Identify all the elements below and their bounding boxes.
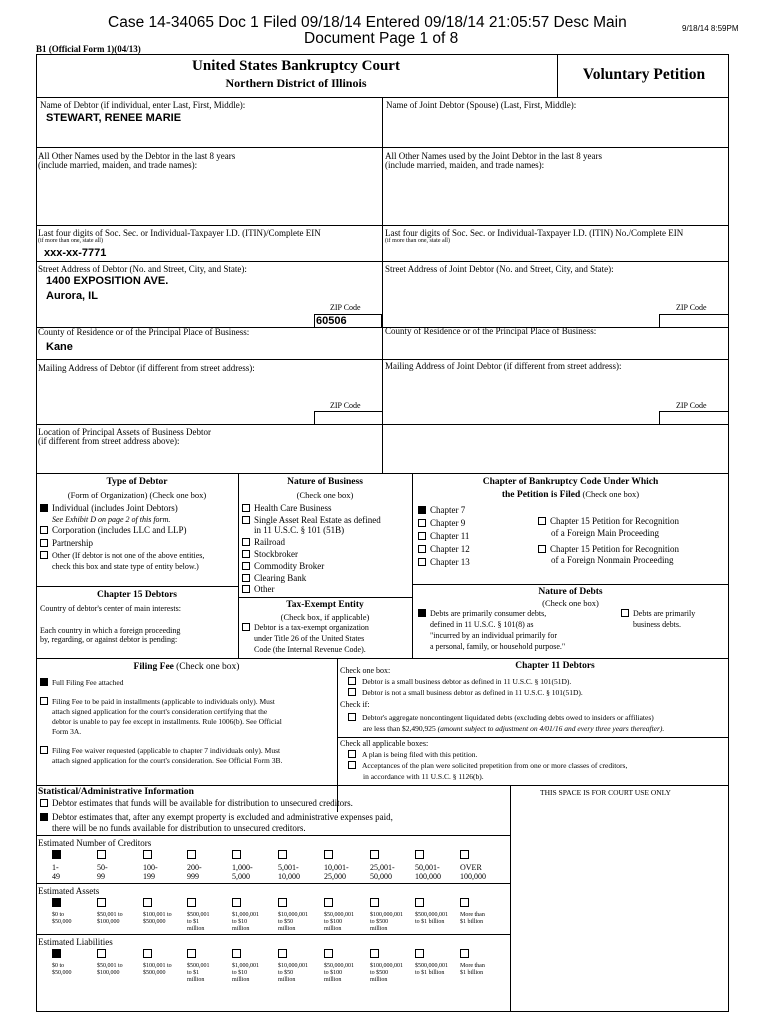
checkbox[interactable] bbox=[40, 799, 48, 807]
assets-range-text: to $1 billion bbox=[415, 919, 445, 925]
checkbox[interactable] bbox=[415, 949, 424, 958]
liabilities-range-text: More than bbox=[460, 963, 485, 969]
checkbox[interactable] bbox=[242, 550, 250, 558]
assets-range-text: $500,001 bbox=[187, 912, 210, 918]
assets-range-option[interactable] bbox=[370, 898, 403, 933]
checkbox-checked[interactable] bbox=[40, 504, 48, 512]
divider bbox=[36, 586, 238, 587]
creditors-range-text: 1- bbox=[52, 863, 59, 872]
assets-range-text: $50,000,001 bbox=[324, 912, 354, 918]
street-line-2: Aurora, IL bbox=[46, 290, 98, 302]
aggregate-debts-line-2: are less than $2,490,925 (amount subject to adjustment on 4/01/16 and every three years thereafter). bbox=[363, 724, 665, 733]
chapter15-country-label: Country of debtor's center of main interests: bbox=[40, 604, 181, 613]
joint-ssn-note: (if more than one, state all) bbox=[385, 238, 450, 244]
creditors-range-text: 50,000 bbox=[370, 872, 392, 881]
debtor-name-value: STEWART, RENEE MARIE bbox=[46, 112, 182, 124]
court-name: United States Bankruptcy Court bbox=[192, 58, 400, 74]
liabilities-range-text: million bbox=[370, 977, 388, 983]
checkbox[interactable] bbox=[232, 949, 241, 958]
type-of-debtor-subtitle: (Form of Organization) (Check one box) bbox=[67, 490, 207, 500]
divider bbox=[412, 584, 729, 585]
single-asset-note: in 11 U.S.C. § 101 (51B) bbox=[254, 525, 345, 535]
divider bbox=[36, 147, 729, 148]
creditors-range-text: 100- bbox=[143, 863, 158, 872]
stockbroker-option[interactable]: Stockbroker bbox=[242, 549, 298, 560]
chapter11-check-one: Check one box: bbox=[340, 666, 391, 675]
fee-waiver-line-2: attach signed application for the court's consideration. See Official Form 3B. bbox=[52, 756, 283, 765]
liabilities-range-option[interactable] bbox=[278, 949, 308, 984]
nature-debts-title: Nature of Debts bbox=[538, 587, 603, 597]
business-debts-option[interactable]: Debts are primarily bbox=[621, 609, 695, 618]
form-number: B1 (Official Form 1)(04/13) bbox=[36, 44, 141, 54]
creditors-range-text: 49 bbox=[52, 872, 60, 881]
checkbox[interactable] bbox=[242, 585, 250, 593]
nature-debts-subtitle: (Check one box) bbox=[542, 598, 599, 608]
checkbox[interactable] bbox=[460, 898, 469, 907]
creditors-range-text: OVER bbox=[460, 863, 482, 872]
assets-range-text: $10,000,001 bbox=[278, 912, 308, 918]
divider bbox=[557, 54, 558, 98]
divider bbox=[238, 597, 412, 598]
divider bbox=[36, 424, 729, 425]
full-fee-option[interactable]: Full Filing Fee attached bbox=[40, 678, 123, 687]
chapter15-title: Chapter 15 Debtors bbox=[96, 590, 178, 600]
joint-mailing-zip-label: ZIP Code bbox=[676, 401, 707, 410]
checkbox[interactable] bbox=[324, 949, 333, 958]
creditors-range-text: 50- bbox=[97, 863, 108, 872]
checkbox[interactable] bbox=[348, 750, 356, 758]
assets-range-text: $50,001 to bbox=[97, 912, 123, 918]
ssn-label: Last four digits of Soc. Sec. or Individual-Taxpayer I.D. (ITIN)/Complete EIN bbox=[38, 228, 321, 238]
assets-range-option[interactable] bbox=[97, 898, 123, 926]
tax-exempt-line-3: Code (the Internal Revenue Code). bbox=[254, 645, 366, 654]
creditors-range-text: 50,001- bbox=[415, 863, 440, 872]
zip-value: 60506 bbox=[316, 315, 347, 327]
checkbox[interactable] bbox=[40, 539, 48, 547]
checkbox[interactable] bbox=[40, 746, 48, 754]
checkbox[interactable] bbox=[40, 697, 48, 705]
liabilities-range-option[interactable] bbox=[97, 949, 123, 977]
mailing-zip-box bbox=[314, 411, 383, 425]
creditors-range-text: 10,000 bbox=[278, 872, 300, 881]
joint-zip-label: ZIP Code bbox=[676, 303, 707, 312]
creditors-range-option[interactable] bbox=[460, 850, 486, 881]
court-use-only: THIS SPACE IS FOR COURT USE ONLY bbox=[540, 788, 671, 797]
checkbox[interactable] bbox=[370, 898, 379, 907]
creditors-range-text: 5,000 bbox=[232, 872, 250, 881]
print-timestamp: 9/18/14 8:59PM bbox=[682, 24, 739, 33]
joint-county-label: County of Residence or of the Principal Place of Business: bbox=[385, 326, 597, 336]
checkbox[interactable] bbox=[324, 898, 333, 907]
joint-other-names-label-2: (include married, maiden, and trade names): bbox=[385, 160, 545, 170]
chapter15-each-label: Each country in which a foreign proceeding bbox=[40, 626, 181, 635]
checkbox[interactable] bbox=[418, 532, 426, 540]
checkbox-checked[interactable] bbox=[52, 898, 61, 907]
county-label: County of Residence or of the Principal Place of Business: bbox=[38, 327, 250, 337]
liabilities-range-text: $100,001 to bbox=[143, 963, 172, 969]
divider bbox=[510, 785, 511, 1012]
assets-range-option[interactable] bbox=[415, 898, 448, 926]
location-label: Location of Principal Assets of Business Debtor bbox=[38, 427, 211, 437]
checkbox[interactable] bbox=[415, 898, 424, 907]
no-funds-line-2: there will be no funds available for distribution to unsecured creditors. bbox=[52, 823, 306, 833]
checkbox[interactable] bbox=[97, 850, 106, 859]
checkbox[interactable] bbox=[418, 519, 426, 527]
liabilities-range-option[interactable] bbox=[370, 949, 403, 984]
liabilities-range-text: to $50 bbox=[278, 970, 294, 976]
liabilities-range-text: to $1 bbox=[187, 970, 200, 976]
zip-label: ZIP Code bbox=[330, 303, 361, 312]
ssn-note: (if more than one, state all) bbox=[38, 238, 103, 244]
creditors-range-option[interactable] bbox=[97, 850, 108, 881]
checkbox[interactable] bbox=[97, 949, 106, 958]
location-label-2: (if different from street address above): bbox=[38, 436, 180, 446]
liabilities-range-text: $500,000,001 bbox=[415, 963, 448, 969]
chapter-title-line-2: the Petition is Filed (Check one box) bbox=[501, 489, 640, 500]
installment-line-2: attach signed application for the court's consideration certifying that the bbox=[52, 707, 268, 716]
checkbox[interactable] bbox=[348, 688, 356, 696]
checkbox[interactable] bbox=[278, 898, 287, 907]
checkbox[interactable] bbox=[370, 949, 379, 958]
railroad-option[interactable]: Railroad bbox=[242, 537, 285, 548]
chapter-15-nonmain-option[interactable]: Chapter 15 Petition for Recognition bbox=[538, 544, 679, 555]
county-value: Kane bbox=[46, 341, 73, 353]
creditors-range-option[interactable] bbox=[415, 850, 441, 881]
divider bbox=[337, 737, 729, 738]
individual-note: See Exhibit D on page 2 of this form. bbox=[52, 515, 171, 524]
liabilities-range-text: $50,000,001 bbox=[324, 963, 354, 969]
checkbox-checked[interactable] bbox=[418, 506, 426, 514]
consumer-debts-line-2: defined in 11 U.S.C. § 101(8) as bbox=[430, 620, 534, 629]
liabilities-range-option[interactable] bbox=[187, 949, 210, 984]
creditors-range-text: 199 bbox=[143, 872, 155, 881]
business-debts-line-2: business debts. bbox=[633, 620, 681, 629]
plan-filed-option[interactable]: A plan is being filed with this petition. bbox=[348, 750, 477, 759]
divider bbox=[238, 473, 239, 658]
checkbox-checked[interactable] bbox=[40, 813, 48, 821]
checkbox[interactable] bbox=[415, 850, 424, 859]
chapter-11-option[interactable]: Chapter 11 bbox=[418, 531, 469, 542]
divider bbox=[412, 473, 413, 658]
checkbox[interactable] bbox=[460, 850, 469, 859]
checkbox[interactable] bbox=[143, 949, 152, 958]
checkbox[interactable] bbox=[278, 850, 287, 859]
chapter-title: Chapter of Bankruptcy Code Under Which bbox=[482, 477, 659, 487]
checkbox[interactable] bbox=[348, 713, 356, 721]
chapter-12-option[interactable]: Chapter 12 bbox=[418, 544, 470, 555]
divider bbox=[36, 658, 729, 659]
checkbox-checked[interactable] bbox=[418, 609, 426, 617]
other-names-label-2: (include married, maiden, and trade names): bbox=[38, 160, 198, 170]
acceptances-option[interactable]: Acceptances of the plan were solicited prepetition from one or more classes of creditors, bbox=[348, 761, 627, 770]
joint-other-names-label: All Other Names used by the Joint Debtor in the last 8 years bbox=[385, 151, 602, 161]
assets-range-option[interactable] bbox=[324, 898, 354, 933]
checkbox[interactable] bbox=[370, 850, 379, 859]
chapter-13-option[interactable]: Chapter 13 bbox=[418, 557, 470, 568]
assets-range-text: to $1 bbox=[187, 919, 200, 925]
joint-mailing-label: Mailing Address of Joint Debtor (if different from street address): bbox=[385, 361, 622, 371]
chapter-15-nonmain-note: of a Foreign Nonmain Proceeding bbox=[551, 555, 674, 565]
funds-available-option[interactable]: Debtor estimates that funds will be available for distribution to unsecured creditors. bbox=[40, 798, 353, 809]
mailing-label: Mailing Address of Debtor (if different from street address): bbox=[38, 363, 255, 373]
partnership-option[interactable]: Partnership bbox=[40, 538, 93, 549]
assets-range-option[interactable] bbox=[278, 898, 308, 933]
commodity-broker-option[interactable]: Commodity Broker bbox=[242, 561, 324, 572]
liabilities-range-text: $50,000 bbox=[52, 970, 72, 976]
individual-option[interactable]: Individual (includes Joint Debtors) bbox=[40, 503, 178, 514]
assets-range-option[interactable] bbox=[187, 898, 210, 933]
chapter-15-main-note: of a Foreign Main Proceeding bbox=[551, 528, 659, 538]
checkbox[interactable] bbox=[187, 850, 196, 859]
consumer-debts-line-3: "incurred by an individual primarily for bbox=[430, 631, 558, 640]
creditors-range-option[interactable] bbox=[52, 850, 61, 881]
liabilities-range-option[interactable] bbox=[460, 949, 485, 977]
checkbox-checked[interactable] bbox=[40, 678, 48, 686]
assets-range-text: $100,000 bbox=[97, 919, 120, 925]
checkbox[interactable] bbox=[242, 516, 250, 524]
creditors-range-text: 25,000 bbox=[324, 872, 346, 881]
no-funds-option[interactable]: Debtor estimates that, after any exempt property is excluded and administrative expenses paid, bbox=[40, 812, 393, 823]
checkbox[interactable] bbox=[242, 538, 250, 546]
street-line-1: 1400 EXPOSITION AVE. bbox=[46, 275, 169, 287]
checkbox[interactable] bbox=[538, 545, 546, 553]
liabilities-range-text: $1 billion bbox=[460, 970, 484, 976]
assets-range-option[interactable] bbox=[460, 898, 485, 926]
type-of-debtor-title: Type of Debtor bbox=[106, 477, 168, 487]
creditors-range-option[interactable] bbox=[278, 850, 300, 881]
tax-exempt-line-2: under Title 26 of the United States bbox=[254, 634, 365, 643]
consumer-debts-line-4: a personal, family, or household purpose." bbox=[430, 642, 566, 651]
small-business-option[interactable]: Debtor is a small business debtor as defined in 11 U.S.C. § 101(51D). bbox=[348, 677, 571, 686]
ssn-value: xxx-xx-7771 bbox=[44, 247, 107, 259]
debtor-name-label: Name of Debtor (if individual, enter Last, First, Middle): bbox=[40, 100, 246, 110]
health-care-option[interactable]: Health Care Business bbox=[242, 503, 331, 514]
divider bbox=[36, 785, 729, 786]
checkbox[interactable] bbox=[187, 949, 196, 958]
joint-street-label: Street Address of Joint Debtor (No. and Street, City, and State): bbox=[385, 264, 614, 274]
checkbox[interactable] bbox=[418, 558, 426, 566]
chapter-15-main-option[interactable]: Chapter 15 Petition for Recognition bbox=[538, 516, 679, 527]
assets-label: Estimated Assets bbox=[38, 886, 100, 896]
fee-waiver-option[interactable]: Filing Fee waiver requested (applicable to chapter 7 individuals only). Must bbox=[40, 746, 280, 755]
assets-range-text: to $100 bbox=[324, 919, 343, 925]
liabilities-range-text: $0 to bbox=[52, 963, 65, 969]
liabilities-range-text: $10,000,001 bbox=[278, 963, 308, 969]
liabilities-range-option[interactable] bbox=[324, 949, 354, 984]
liabilities-label: Estimated Liabilities bbox=[38, 937, 113, 947]
creditors-range-text: 10,001- bbox=[324, 863, 349, 872]
checkbox[interactable] bbox=[143, 898, 152, 907]
checkbox[interactable] bbox=[40, 551, 48, 559]
liabilities-range-option[interactable] bbox=[232, 949, 259, 984]
other-entity-option[interactable]: Other (If debtor is not one of the above entities, bbox=[40, 550, 204, 561]
creditors-range-text: 999 bbox=[187, 872, 199, 881]
case-header-line: Case 14-34065 Doc 1 Filed 09/18/14 Entered 09/18/14 21:05:57 Desc Main bbox=[108, 14, 627, 31]
checkbox[interactable] bbox=[97, 898, 106, 907]
liabilities-range-text: $1,000,001 bbox=[232, 963, 259, 969]
liabilities-range-text: million bbox=[232, 977, 250, 983]
checkbox[interactable] bbox=[242, 504, 250, 512]
creditors-range-text: 25,001- bbox=[370, 863, 395, 872]
liabilities-range-text: $500,001 bbox=[187, 963, 210, 969]
joint-name-label: Name of Joint Debtor (Spouse) (Last, First, Middle): bbox=[386, 100, 577, 110]
acceptances-line-2: in accordance with 11 U.S.C. § 1126(b). bbox=[363, 772, 484, 781]
liabilities-range-text: to $1 billion bbox=[415, 970, 445, 976]
liabilities-range-option[interactable] bbox=[52, 949, 72, 977]
liabilities-range-text: $100,000 bbox=[97, 970, 120, 976]
checkbox[interactable] bbox=[621, 609, 629, 617]
divider bbox=[337, 658, 338, 812]
other-business-option[interactable]: Other bbox=[242, 584, 275, 595]
creditors-range-text: 5,001- bbox=[278, 863, 299, 872]
creditors-range-option[interactable] bbox=[232, 850, 253, 881]
liabilities-range-text: million bbox=[278, 977, 296, 983]
assets-range-text: million bbox=[187, 926, 205, 932]
assets-range-text: $100,000,001 bbox=[370, 912, 403, 918]
checkbox[interactable] bbox=[187, 898, 196, 907]
checkbox[interactable] bbox=[242, 562, 250, 570]
creditors-label: Estimated Number of Creditors bbox=[38, 838, 152, 848]
creditors-range-text: 1,000- bbox=[232, 863, 253, 872]
assets-range-text: million bbox=[278, 926, 296, 932]
liabilities-range-text: million bbox=[187, 977, 205, 983]
liabilities-range-option[interactable] bbox=[143, 949, 172, 977]
stat-admin-title: Statistical/Administrative Information bbox=[38, 787, 194, 797]
assets-range-text: to $50 bbox=[278, 919, 294, 925]
installment-option[interactable]: Filing Fee to be paid in installments (applicable to individuals only). Must bbox=[40, 697, 275, 706]
tax-exempt-title: Tax-Exempt Entity bbox=[286, 600, 364, 610]
liabilities-range-option[interactable] bbox=[415, 949, 448, 977]
assets-range-text: $1 billion bbox=[460, 919, 484, 925]
assets-range-text: to $500 bbox=[370, 919, 389, 925]
liabilities-range-text: to $500 bbox=[370, 970, 389, 976]
joint-zip-box bbox=[659, 314, 729, 328]
checkbox[interactable] bbox=[143, 850, 152, 859]
assets-range-option[interactable] bbox=[143, 898, 172, 926]
creditors-range-text: 99 bbox=[97, 872, 105, 881]
street-label: Street Address of Debtor (No. and Street, City, and State): bbox=[38, 264, 247, 274]
chapter11-title: Chapter 11 Debtors bbox=[515, 661, 595, 671]
other-entity-note: check this box and state type of entity below.) bbox=[52, 562, 199, 571]
corporation-option[interactable]: Corporation (includes LLC and LLP) bbox=[40, 525, 186, 536]
chapter15-each-label-2: by, regarding, or against debtor is pending: bbox=[40, 635, 178, 644]
petition-type-title: Voluntary Petition bbox=[582, 66, 706, 83]
tax-exempt-subtitle: (Check box, if applicable) bbox=[280, 612, 370, 622]
checkbox[interactable] bbox=[232, 850, 241, 859]
assets-range-text: $100,001 to bbox=[143, 912, 172, 918]
assets-range-text: $50,000 bbox=[52, 919, 72, 925]
creditors-range-text: 100,000 bbox=[460, 872, 486, 881]
assets-range-text: More than bbox=[460, 912, 485, 918]
assets-range-text: million bbox=[324, 926, 342, 932]
installment-line-4: Form 3A. bbox=[52, 727, 82, 736]
aggregate-debts-option[interactable]: Debtor's aggregate noncontingent liquidated debts (excluding debts owed to insiders or affiliates) bbox=[348, 713, 654, 722]
chapter-9-option[interactable]: Chapter 9 bbox=[418, 518, 465, 529]
liabilities-range-text: to $10 bbox=[232, 970, 248, 976]
assets-range-text: to $10 bbox=[232, 919, 248, 925]
creditors-range-option[interactable] bbox=[187, 850, 202, 881]
checkbox-checked[interactable] bbox=[52, 949, 61, 958]
assets-range-option[interactable] bbox=[232, 898, 259, 933]
assets-range-text: $1,000,001 bbox=[232, 912, 259, 918]
document-page-line: Document Page 1 of 8 bbox=[304, 30, 459, 47]
checkbox[interactable] bbox=[460, 949, 469, 958]
checkbox[interactable] bbox=[348, 677, 356, 685]
creditors-range-option[interactable] bbox=[324, 850, 349, 881]
divider bbox=[36, 359, 729, 360]
clearing-bank-option[interactable]: Clearing Bank bbox=[242, 573, 306, 584]
checkbox[interactable] bbox=[324, 850, 333, 859]
checkbox[interactable] bbox=[232, 898, 241, 907]
filing-fee-title-row: Filing Fee (Check one box) bbox=[133, 662, 240, 672]
checkbox[interactable] bbox=[538, 517, 546, 525]
assets-range-text: million bbox=[370, 926, 388, 932]
liabilities-range-text: to $100 bbox=[324, 970, 343, 976]
consumer-debts-option[interactable]: Debts are primarily consumer debts, bbox=[418, 609, 546, 618]
mailing-zip-label: ZIP Code bbox=[330, 401, 361, 410]
liabilities-range-text: million bbox=[324, 977, 342, 983]
divider bbox=[36, 225, 729, 226]
creditors-range-text: 200- bbox=[187, 863, 202, 872]
tax-exempt-option[interactable]: Debtor is a tax-exempt organization bbox=[242, 622, 369, 633]
divider bbox=[36, 883, 510, 884]
liabilities-range-text: $100,000,001 bbox=[370, 963, 403, 969]
other-names-label: All Other Names used by the Debtor in the last 8 years bbox=[38, 151, 236, 161]
divider bbox=[36, 835, 510, 836]
chapter-7-option[interactable]: Chapter 7 bbox=[418, 505, 465, 516]
checkbox[interactable] bbox=[242, 623, 250, 631]
assets-range-text: $0 to bbox=[52, 912, 65, 918]
not-small-business-option[interactable]: Debtor is not a small business debtor as defined in 11 U.S.C. § 101(51D). bbox=[348, 688, 583, 697]
divider bbox=[36, 934, 510, 935]
liabilities-range-text: $500,000 bbox=[143, 970, 166, 976]
joint-mailing-zip-box bbox=[659, 411, 729, 425]
single-asset-option[interactable]: Single Asset Real Estate as defined bbox=[242, 515, 381, 526]
assets-range-text: $500,000,001 bbox=[415, 912, 448, 918]
creditors-range-text: 100,000 bbox=[415, 872, 441, 881]
checkbox[interactable] bbox=[242, 574, 250, 582]
checkbox[interactable] bbox=[418, 545, 426, 553]
court-district: Northern District of Illinois bbox=[225, 76, 367, 90]
chapter11-check-all: Check all applicable boxes: bbox=[340, 739, 429, 748]
liabilities-range-text: $50,001 to bbox=[97, 963, 123, 969]
creditors-range-option[interactable] bbox=[143, 850, 158, 881]
assets-range-text: million bbox=[232, 926, 250, 932]
joint-ssn-label: Last four digits of Soc. Sec. or Individual-Taxpayer I.D. (ITIN) No./Complete EIN bbox=[385, 228, 684, 238]
creditors-range-option[interactable] bbox=[370, 850, 395, 881]
nature-business-title: Nature of Business bbox=[287, 477, 363, 487]
checkbox[interactable] bbox=[278, 949, 287, 958]
divider bbox=[36, 261, 729, 262]
divider bbox=[36, 473, 729, 474]
checkbox[interactable] bbox=[348, 761, 356, 769]
assets-range-text: $500,000 bbox=[143, 919, 166, 925]
chapter11-check-if: Check if: bbox=[340, 700, 370, 709]
checkbox-checked[interactable] bbox=[52, 850, 61, 859]
assets-range-option[interactable] bbox=[52, 898, 72, 926]
checkbox[interactable] bbox=[40, 526, 48, 534]
installment-line-3: debtor is unable to pay fee except in installments. Rule 1006(b). See Official bbox=[52, 717, 282, 726]
nature-business-subtitle: (Check one box) bbox=[296, 490, 354, 500]
